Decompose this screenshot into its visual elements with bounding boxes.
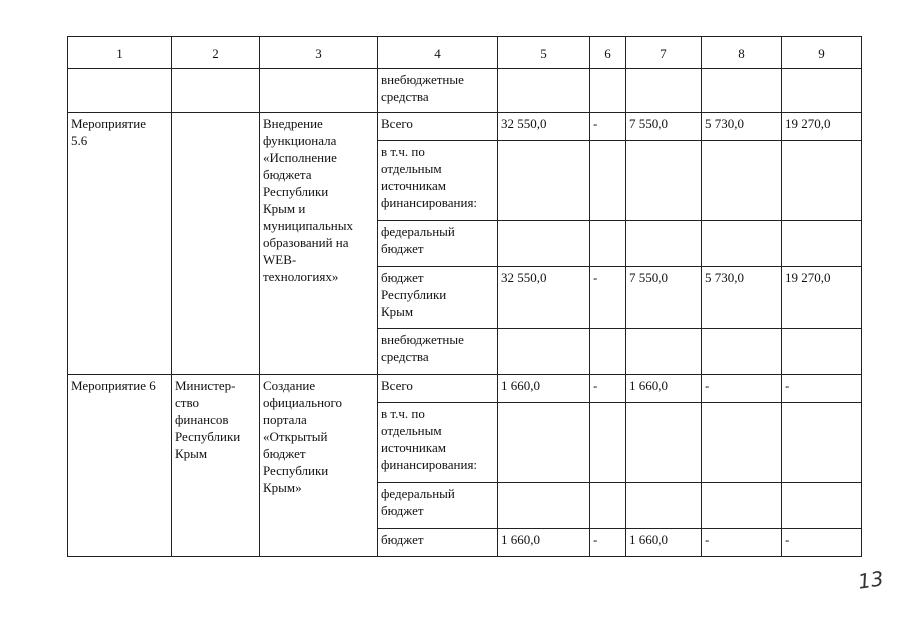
value-cell: 19 270,0: [782, 113, 862, 141]
measure-cell: Мероприятие 5.6: [68, 113, 172, 375]
header-col-4: 4: [378, 37, 498, 69]
header-col-2: 2: [172, 37, 260, 69]
value-cell: [498, 329, 590, 375]
value-cell: 5 730,0: [702, 267, 782, 329]
value-cell: [590, 221, 626, 267]
value-cell: [702, 329, 782, 375]
measure-cell: Мероприятие 6: [68, 375, 172, 557]
source-cell: внебюджетные средства: [378, 329, 498, 375]
source-cell: федеральный бюджет: [378, 221, 498, 267]
source-cell: внебюджетные средства: [378, 69, 498, 113]
value-cell: [590, 141, 626, 221]
empty-cell: [626, 69, 702, 113]
value-cell: [498, 403, 590, 483]
value-cell: -: [782, 375, 862, 403]
header-col-1: 1: [68, 37, 172, 69]
value-cell: 7 550,0: [626, 267, 702, 329]
value-cell: [626, 221, 702, 267]
value-cell: 32 550,0: [498, 113, 590, 141]
empty-cell: [172, 69, 260, 113]
value-cell: 1 660,0: [498, 529, 590, 557]
value-cell: -: [702, 375, 782, 403]
header-col-9: 9: [782, 37, 862, 69]
value-cell: -: [590, 375, 626, 403]
source-cell: бюджет: [378, 529, 498, 557]
value-cell: [498, 221, 590, 267]
source-cell: в т.ч. по отдельным источникам финансирования:: [378, 403, 498, 483]
source-cell: в т.ч. по отдельным источникам финансирования:: [378, 141, 498, 221]
empty-cell: [782, 69, 862, 113]
value-cell: [498, 141, 590, 221]
value-cell: 1 660,0: [498, 375, 590, 403]
empty-cell: [260, 69, 378, 113]
table-row: [68, 113, 862, 141]
header-row: [68, 37, 862, 69]
value-cell: 1 660,0: [626, 375, 702, 403]
value-cell: 5 730,0: [702, 113, 782, 141]
source-cell: федеральный бюджет: [378, 483, 498, 529]
table-row: [68, 375, 862, 403]
empty-cell: [702, 69, 782, 113]
description-cell: Внедрение функционала «Исполнение бюджета Республики Крым и муниципальных образований на WEB- технологиях»: [260, 113, 378, 375]
source-cell: Всего: [378, 375, 498, 403]
value-cell: 19 270,0: [782, 267, 862, 329]
value-cell: [702, 403, 782, 483]
empty-cell: [590, 69, 626, 113]
value-cell: [782, 483, 862, 529]
value-cell: 32 550,0: [498, 267, 590, 329]
value-cell: [590, 329, 626, 375]
value-cell: [702, 141, 782, 221]
header-col-5: 5: [498, 37, 590, 69]
executor-cell: Министер- ство финансов Республики Крым: [172, 375, 260, 557]
value-cell: [626, 403, 702, 483]
value-cell: [498, 483, 590, 529]
value-cell: [702, 221, 782, 267]
value-cell: [702, 483, 782, 529]
value-cell: 1 660,0: [626, 529, 702, 557]
value-cell: [782, 329, 862, 375]
value-cell: -: [590, 529, 626, 557]
empty-cell: [68, 69, 172, 113]
header-col-6: 6: [590, 37, 626, 69]
document-sheet: [67, 36, 861, 557]
executor-cell: [172, 113, 260, 375]
financing-table: [67, 36, 862, 557]
value-cell: [782, 221, 862, 267]
value-cell: [590, 403, 626, 483]
source-cell: бюджет Республики Крым: [378, 267, 498, 329]
value-cell: -: [590, 267, 626, 329]
empty-cell: [498, 69, 590, 113]
value-cell: -: [782, 529, 862, 557]
page-number: 13: [856, 566, 885, 594]
table-row: [68, 69, 862, 113]
value-cell: 7 550,0: [626, 113, 702, 141]
description-cell: Создание официального портала «Открытый бюджет Республики Крым»: [260, 375, 378, 557]
value-cell: [782, 141, 862, 221]
header-col-8: 8: [702, 37, 782, 69]
value-cell: [782, 403, 862, 483]
header-col-3: 3: [260, 37, 378, 69]
value-cell: [590, 483, 626, 529]
value-cell: [626, 483, 702, 529]
value-cell: -: [702, 529, 782, 557]
header-col-7: 7: [626, 37, 702, 69]
source-cell: Всего: [378, 113, 498, 141]
value-cell: [626, 329, 702, 375]
value-cell: [626, 141, 702, 221]
value-cell: -: [590, 113, 626, 141]
